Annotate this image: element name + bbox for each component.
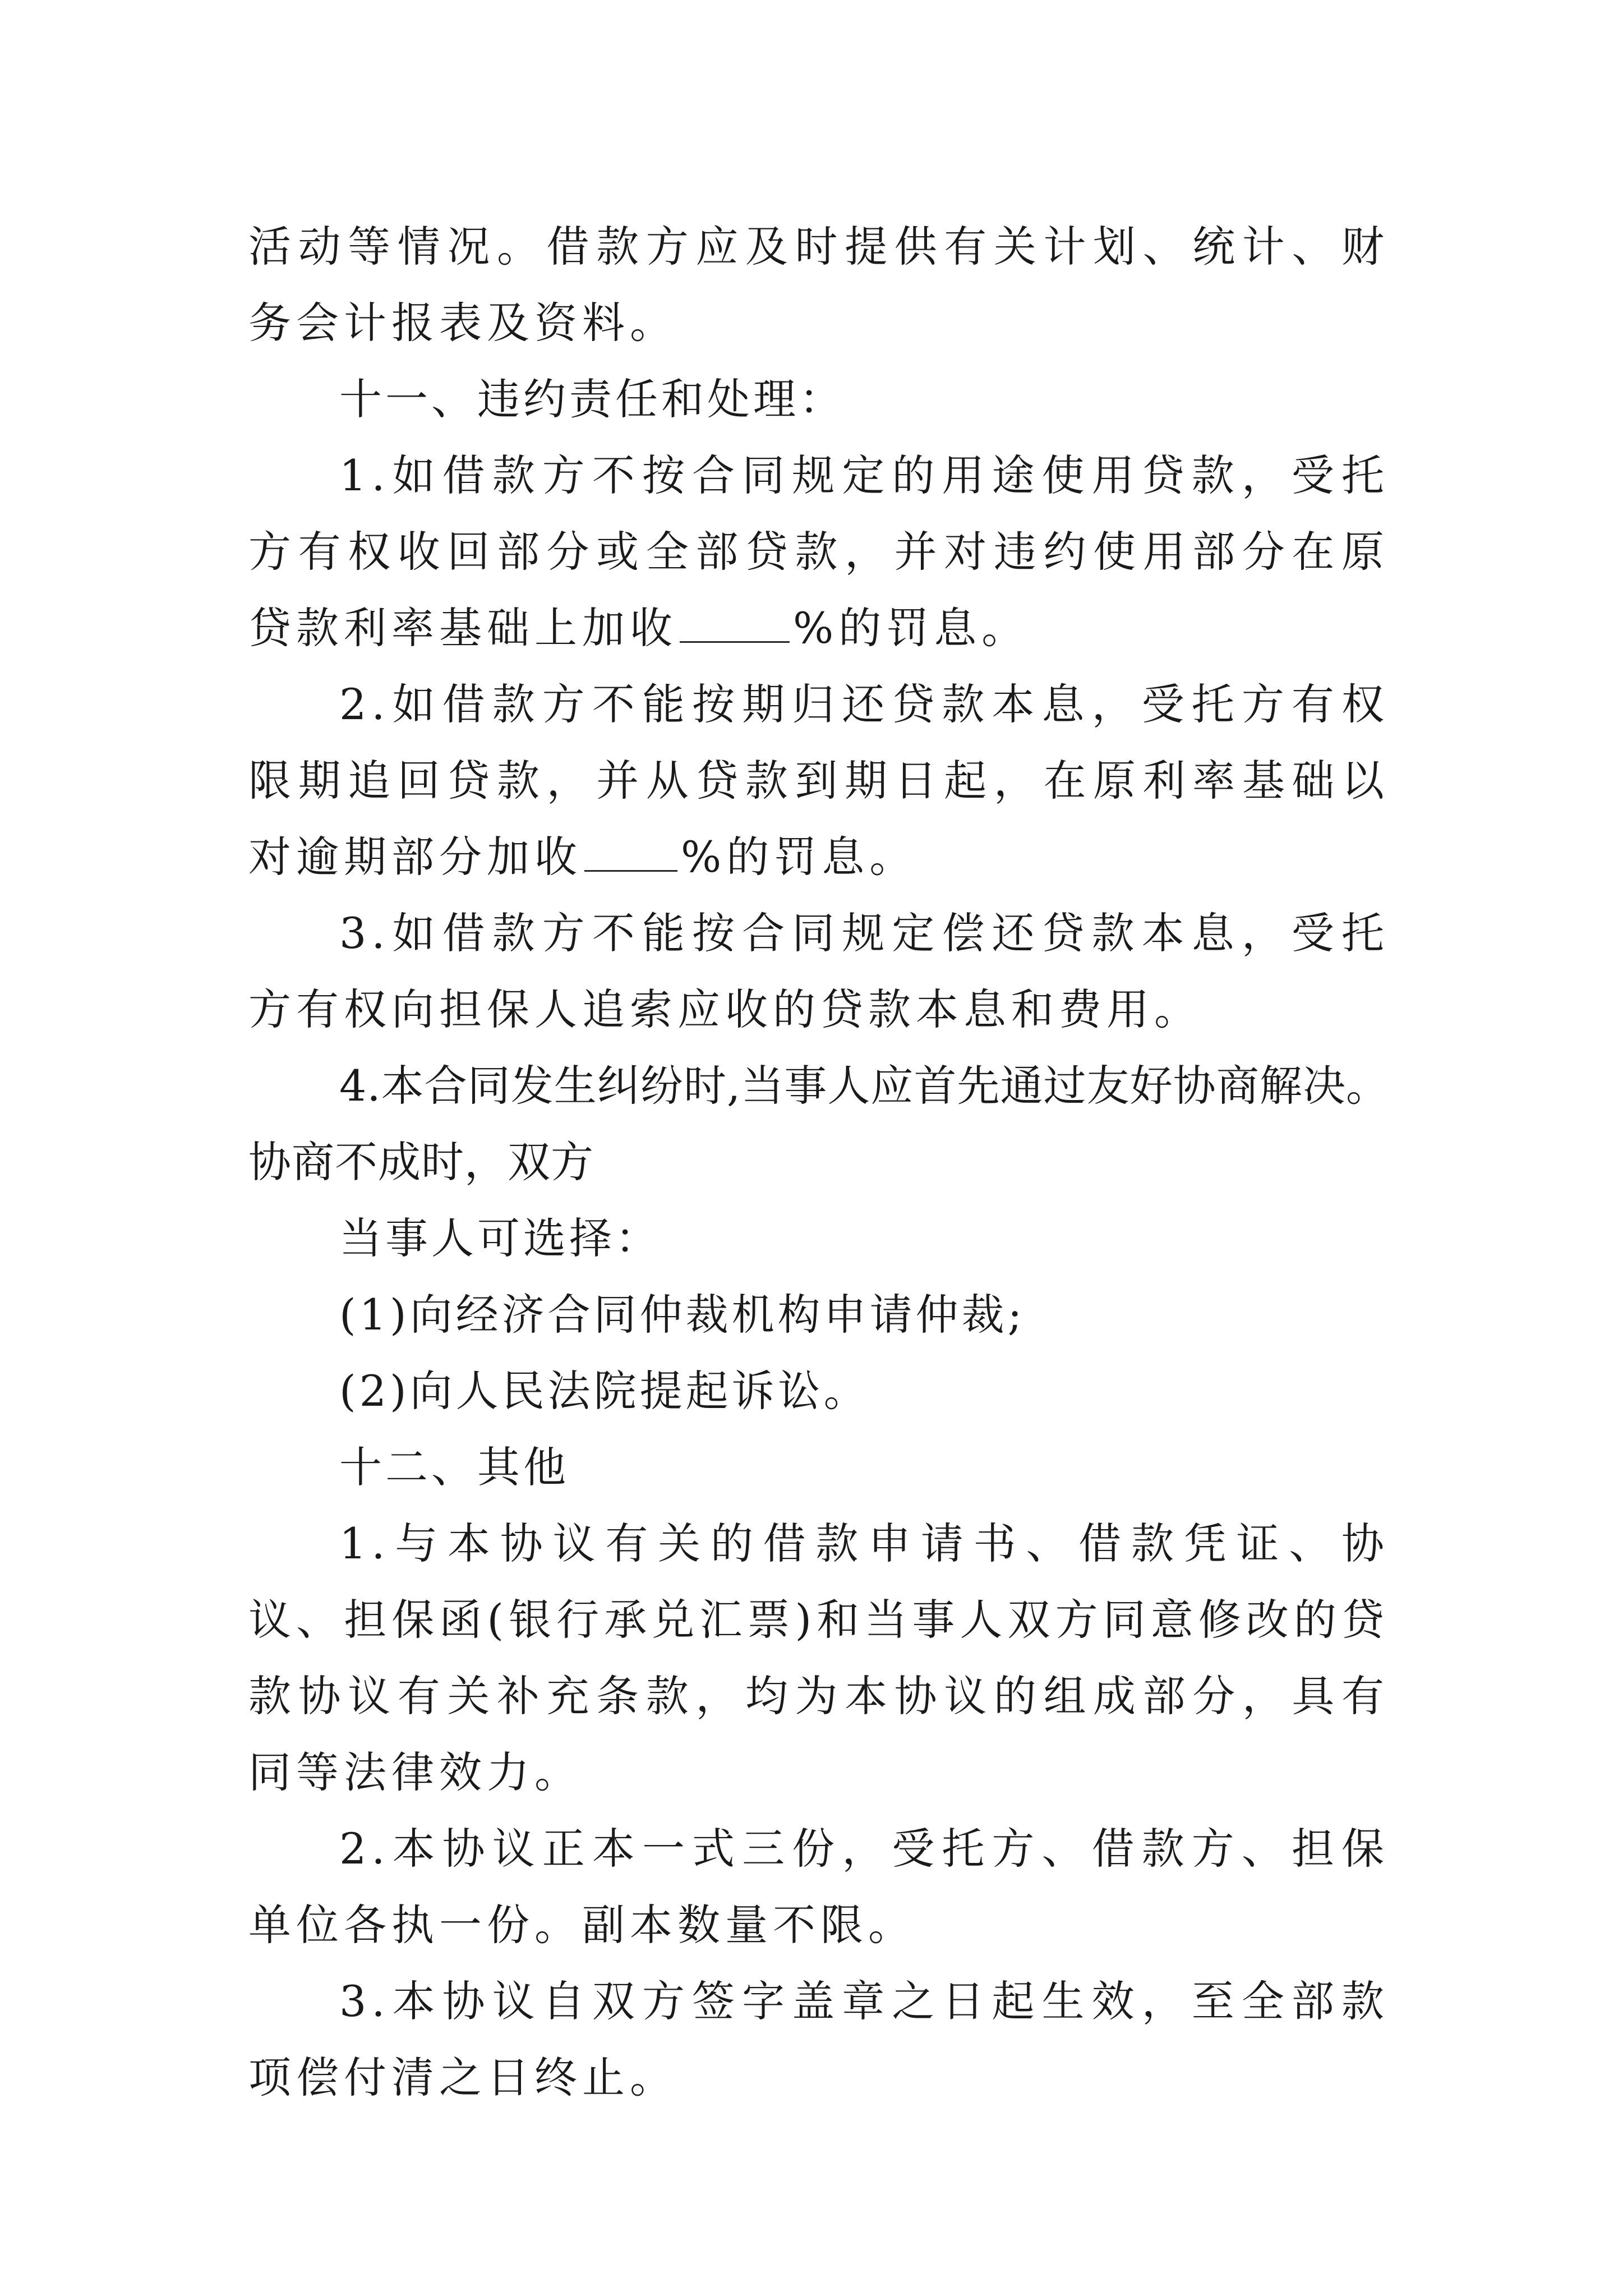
clause-text: 当事人可选择：: [339, 1213, 661, 1263]
clause-text: 3.本协议自双方签字盖章之日起生效，至全部款项偿付清之日终止。: [248, 1976, 1389, 2102]
clause-text: 1.与本协议有关的借款申请书、借款凭证、协议、担保函(银行承兑汇票)和当事人双方同意修改的贷款协议有关补充条款，均为本协议的组成部分，具有同等法律效力。: [248, 1519, 1389, 1797]
section-heading-breach: [248, 361, 1389, 438]
clause-guarantor-recourse: [248, 895, 1389, 1048]
clause-overdue-penalty: [248, 666, 1389, 895]
clause-misuse-penalty: [248, 438, 1389, 666]
clause-dispute: [248, 1048, 1389, 1200]
heading-text: 十一、违约责任和处理：: [339, 374, 845, 424]
document-body: [248, 209, 1389, 2116]
section-heading-other: [248, 1429, 1389, 1506]
clause-text: 2.本协议正本一式三份，受托方、借款方、担保单位各执一份。副本数量不限。: [248, 1824, 1389, 1950]
clause-text: 3.如借款方不能按合同规定偿还贷款本息，受托方有权向担保人追索应收的贷款本息和费用。: [248, 908, 1389, 1034]
clause-text-suffix: %的罚息。: [681, 832, 917, 882]
clause-copies: [248, 1811, 1389, 1963]
penalty-rate-blank: [680, 636, 790, 643]
clause-effective-term: [248, 1963, 1389, 2116]
option-litigation: [248, 1353, 1389, 1429]
overdue-rate-blank: [584, 864, 677, 872]
clause-text-suffix: %的罚息。: [793, 603, 1030, 653]
clause-text: 1.如借款方不按合同规定的用途使用贷款，受托方有权收回部分或全部贷款，并对违约使用部分在原贷款利率基础上加收: [248, 450, 1389, 653]
clause-dispute-options: [248, 1200, 1389, 1277]
paragraph-text: 活动等情况。借款方应及时提供有关计划、统计、财务会计报表及资料。: [248, 222, 1389, 348]
option-text: (1)向经济合同仲裁机构申请仲裁;: [339, 1290, 1026, 1340]
paragraph-reporting: [248, 209, 1389, 361]
clause-text: 2.如借款方不能按期归还贷款本息，受托方有权限期追回贷款，并从贷款到期日起，在原利率基础以对逾期部分加收: [248, 679, 1389, 882]
option-text: (2)向人民法院提起诉讼。: [339, 1366, 870, 1416]
option-arbitration: [248, 1277, 1389, 1353]
clause-text: 4.本合同发生纠纷时,当事人应首先通过友好协商解决。协商不成时，双方: [248, 1061, 1389, 1187]
clause-supplementary-documents: [248, 1506, 1389, 1811]
heading-text: 十二、其他: [339, 1442, 569, 1492]
